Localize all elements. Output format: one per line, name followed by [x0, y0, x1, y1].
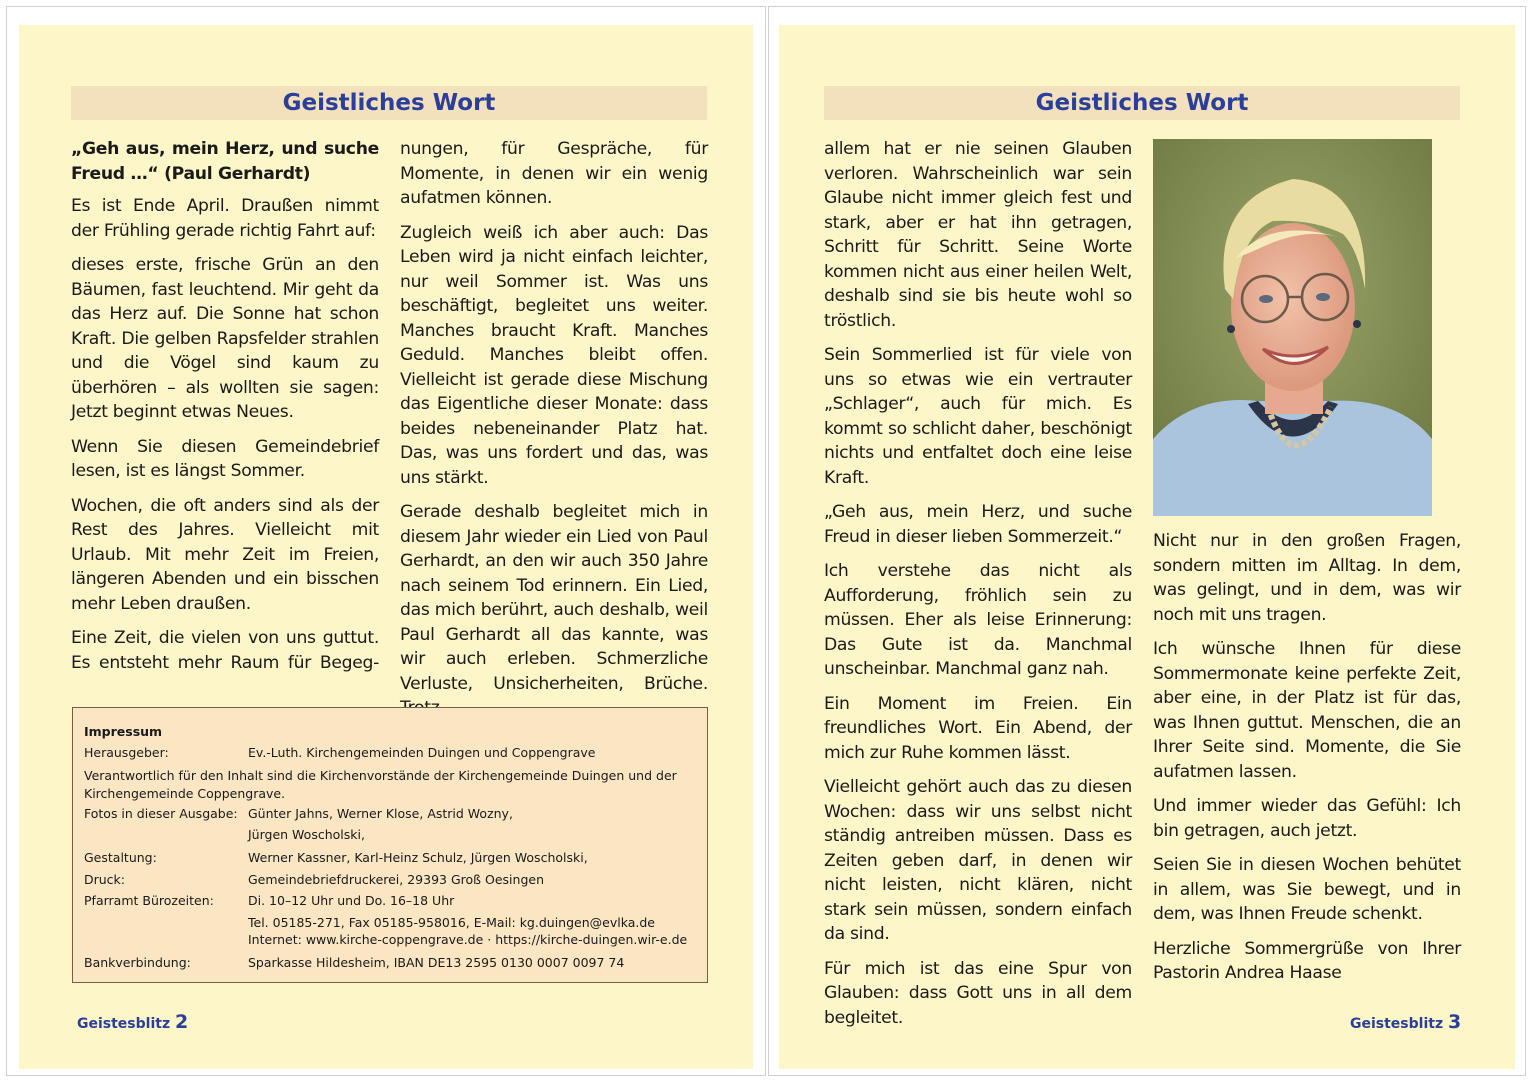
fotos-value-1: Günter Jahns, Werner Klose, Astrid Wozny, — [248, 806, 513, 821]
paragraph: Wenn Sie diesen Gemeindebrief lesen, ist es längst Sommer. — [71, 436, 379, 481]
left-sheet — [6, 6, 766, 1076]
gestaltung-value: Werner Kassner, Karl-Heinz Schulz, Jürgen Woscholski, — [248, 850, 588, 865]
impressum-title: Impressum — [84, 724, 163, 739]
paragraph: Nicht nur in den großen Fragen, sondern mitten im Alltag. In dem, was gelingt, und in dem, was wir noch mit uns tragen. — [1153, 531, 1461, 625]
right-sheet — [768, 6, 1526, 1076]
paragraph: Seien Sie in diesen Wochen behütet in allem, was Sie bewegt, und in dem, was Ihnen Freude schenkt. — [1153, 855, 1461, 924]
page-number: 3 — [1447, 1011, 1462, 1033]
page-3-column-2 — [1153, 529, 1461, 996]
page-2 — [19, 25, 753, 1069]
page-3-footer — [1350, 1011, 1461, 1033]
paragraph: Wochen, die oft anders sind als der Rest des Jahres. Vielleicht mit Urlaub. Mit mehr Zeit im Freien, längeren Abenden und ein bisschen mehr Leben draußen. — [71, 495, 379, 614]
herausgeber-label: Herausgeber: — [84, 745, 169, 760]
bank-value: Sparkasse Hildesheim, IBAN DE13 2595 0130 0007 0097 74 — [248, 955, 625, 970]
page-3-column-1 — [824, 137, 1132, 1040]
herausgeber-value: Ev.-Luth. Kirchengemeinden Duingen und Coppengrave — [248, 745, 596, 760]
page-2-column-2 — [400, 137, 708, 731]
druck-value: Gemeindebriefdruckerei, 29393 Groß Oesingen — [248, 872, 544, 887]
footer-publication-name: Geistesblitz — [1350, 1016, 1444, 1032]
footer-publication-name: Geistesblitz — [77, 1016, 171, 1032]
article-title: „Geh aus, mein Herz, und suche Freud …“ (Paul Gerhardt) — [71, 139, 379, 184]
fotos-label: Fotos in dieser Ausgabe: — [84, 806, 238, 821]
druck-label: Druck: — [84, 872, 126, 887]
page-2-header: Geistliches Wort — [71, 86, 707, 120]
paragraph: Zugleich weiß ich aber auch: Das Leben wird ja nicht einfach leichter, nur weil Sommer ist. Was uns beschäftigt, begleitet uns weiter. Manches braucht Kraft. Manches Geduld. Manches bleibt offen. Vielleicht ist gerade diese Mischung das Eigentliche dieser Monate: dass beides nebeneinander Platz hat. Das, was uns fordert und das, was uns stärkt. — [400, 222, 708, 488]
page-2-column-1 — [71, 137, 379, 685]
gestaltung-label: Gestaltung: — [84, 850, 157, 865]
contact-line-1: Tel. 05185-271, Fax 05185-958016, E-Mail: kg.duingen@evlka.de — [248, 915, 655, 930]
pfarramt-value: Di. 10–12 Uhr und Do. 16–18 Uhr — [248, 893, 455, 908]
page-2-footer — [77, 1011, 188, 1033]
impressum-box — [72, 707, 708, 983]
paragraph: Für mich ist das eine Spur von Glauben: dass Gott uns in all dem begleitet. — [824, 958, 1132, 1028]
paragraph: allem hat er nie seinen Glauben verloren. Wahrscheinlich war sein Glaube nicht immer gleich fest und stark, aber er hat ihn getragen, Schritt für Schritt. Seine Worte kommen nicht aus einer heilen Welt, deshalb sind sie bis heute wohl so tröstlich. — [824, 139, 1132, 331]
paragraph: Herzliche Sommergrüße von Ihrer Pastorin Andrea Haase — [1153, 938, 1461, 983]
paragraph: nungen, für Gespräche, für Momente, in denen wir ein wenig aufatmen können. — [400, 139, 708, 208]
page-number: 2 — [174, 1011, 189, 1033]
page-3-header: Geistliches Wort — [824, 86, 1460, 120]
pfarramt-label: Pfarramt Bürozeiten: — [84, 893, 214, 908]
page-3 — [779, 25, 1515, 1069]
contact-line-2: Internet: www.kirche-coppengrave.de · https://kirche-duingen.wir-e.de — [248, 932, 688, 947]
paragraph: dieses erste, frische Grün an den Bäumen, fast leuchtend. Mir geht da das Herz auf. Die Sonne hat schon Kraft. Die gelben Rapsfelder strahlen und die Vögel sind kaum zu überhören – als wollten sie sagen: Jetzt beginnt etwas Neues. — [71, 255, 379, 422]
impressum-verantwortlich: Verantwortlich für den Inhalt sind die Kirchenvorstände der Kirchengemeinde Duingen und der Kirchengemeinde Coppengrave. — [84, 768, 677, 801]
pastor-portrait-photo — [1153, 139, 1432, 516]
paragraph: Es ist Ende April. Draußen nimmt der Frühling gerade richtig Fahrt auf: — [71, 196, 379, 241]
paragraph: Ich verstehe das nicht als Aufforderung, fröhlich sein zu müssen. Eher als leise Erinnerung: Das Gute ist da. Manchmal unscheinbar. Manchmal ganz nah. — [824, 561, 1132, 679]
paragraph: „Geh aus, mein Herz, und suche Freud in dieser lieben Sommerzeit.“ — [824, 502, 1132, 547]
paragraph: Und immer wieder das Gefühl: Ich bin getragen, auch jetzt. — [1153, 796, 1461, 841]
bank-label: Bankverbindung: — [84, 955, 191, 970]
paragraph: Eine Zeit, die vielen von uns guttut. Es entsteht mehr Raum für Begeg- — [71, 628, 379, 673]
paragraph: Ich wünsche Ihnen für diese Sommermonate keine perfekte Zeit, aber eine, in der Platz ist für das, was Ihnen guttut. Menschen, die an Ihrer Seite sind. Momente, die Sie aufatmen lassen. — [1153, 639, 1461, 782]
fotos-value-2: Jürgen Woscholski, — [248, 827, 365, 842]
paragraph: Sein Sommerlied ist für viele von uns so etwas wie ein vertrauter „Schlager“, auch für mich. Es kommt so schlicht daher, beschönigt nichts und entfaltet doch eine leise Kraft. — [824, 345, 1132, 488]
paragraph: Vielleicht gehört auch das zu diesen Wochen: dass wir uns selbst nicht ständig antreiben müssen. Dass es Zeiten geben darf, in denen wir nicht leisten, nicht klären, nicht stark sein müssen, sondern einfach da sind. — [824, 777, 1132, 944]
paragraph: Ein Moment im Freien. Ein freundliches Wort. Ein Abend, der mich zur Ruhe kommen lässt. — [824, 693, 1132, 763]
paragraph: Gerade deshalb begleitet mich in diesem Jahr wieder ein Lied von Paul Gerhardt, an den wir auch 350 Jahre nach seinem Tod erinnern. Ein Lied, das mich berührt, auch deshalb, weil Paul Gerhardt all das kannte, was wir auch erleben. Schmerzliche Verluste, Unsicherheiten, Brüche. — [400, 502, 708, 694]
